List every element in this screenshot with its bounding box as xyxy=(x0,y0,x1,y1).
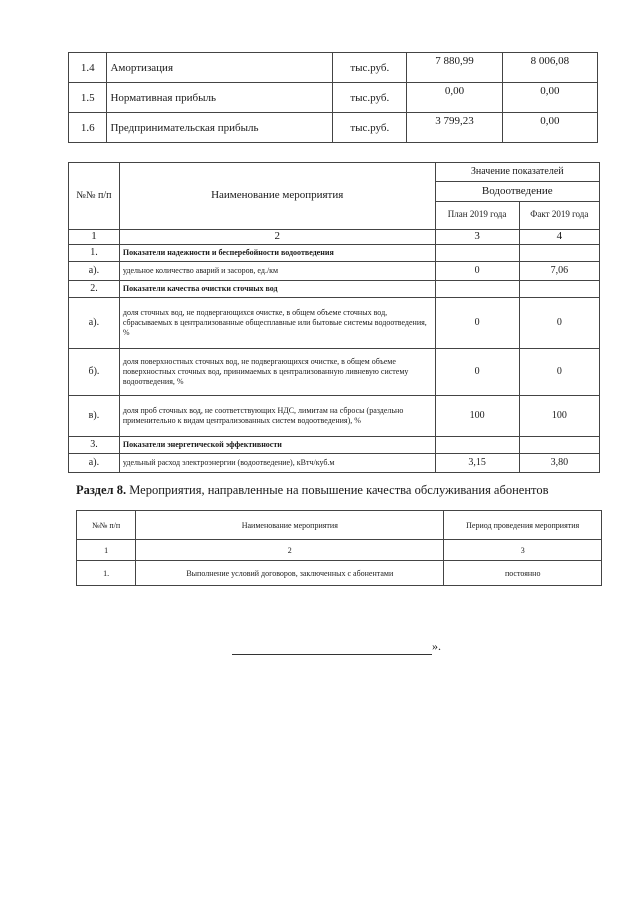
service-measures-table xyxy=(76,510,602,586)
header-row xyxy=(69,163,600,182)
row-value-2: 8 006,08 xyxy=(502,53,597,83)
indicators-table xyxy=(68,162,600,473)
column-index-row xyxy=(77,540,602,561)
row-fact: 7,06 xyxy=(519,262,599,281)
column-index: 3 xyxy=(444,540,602,561)
row-fact: 100 xyxy=(519,396,599,437)
table-row xyxy=(69,349,600,396)
row-unit: тыс.руб. xyxy=(333,83,407,113)
row-fact: 0 xyxy=(519,298,599,349)
header-fact: Факт 2019 года xyxy=(519,201,599,229)
row-plan xyxy=(435,437,519,454)
indicators-table-body xyxy=(69,163,600,473)
row-name: удельное количество аварий и засоров, ед./км xyxy=(119,262,435,281)
row-value-2: 0,00 xyxy=(502,113,597,143)
table-row xyxy=(69,262,600,281)
row-plan: 100 xyxy=(435,396,519,437)
row-number: 1.4 xyxy=(69,53,107,83)
row-number: в). xyxy=(69,396,120,437)
header-number: №№ п/п xyxy=(77,511,136,540)
section-label: Раздел 8. xyxy=(76,483,127,497)
column-index: 3 xyxy=(435,230,519,245)
table-row xyxy=(69,83,598,113)
row-plan: 0 xyxy=(435,349,519,396)
row-name: удельный расход электроэнергии (водоотведение), кВтч/куб.м xyxy=(119,454,435,473)
row-fact: 0 xyxy=(519,349,599,396)
column-index: 1 xyxy=(77,540,136,561)
row-fact xyxy=(519,437,599,454)
row-unit: тыс.руб. xyxy=(333,53,407,83)
section-title: Мероприятия, направленные на повышение качества обслуживания абонентов xyxy=(129,483,549,497)
row-plan xyxy=(435,281,519,298)
row-name: Показатели качества очистки сточных вод xyxy=(119,281,435,298)
row-name: доля проб сточных вод, не соответствующих НДС, лимитам на сбросы (раздельно применительно к видам централизованных систем водоотведения), % xyxy=(119,396,435,437)
column-index: 4 xyxy=(519,230,599,245)
section-row xyxy=(69,281,600,298)
header-plan: План 2019 года xyxy=(435,201,519,229)
header-number: №№ п/п xyxy=(69,163,120,230)
header-period: Период проведения мероприятия xyxy=(444,511,602,540)
row-fact xyxy=(519,281,599,298)
cost-table xyxy=(68,52,598,143)
header-subgroup: Водоотведение xyxy=(435,182,599,201)
service-measures-table-body xyxy=(77,511,602,586)
row-number: 1. xyxy=(69,245,120,262)
header-name: Наименование мероприятия xyxy=(119,163,435,230)
row-name: Показатели надежности и бесперебойности водоотведения xyxy=(119,245,435,262)
row-number: а). xyxy=(69,454,120,473)
table-row xyxy=(69,113,598,143)
row-fact xyxy=(519,245,599,262)
row-plan: 3,15 xyxy=(435,454,519,473)
column-index: 1 xyxy=(69,230,120,245)
header-name: Наименование мероприятия xyxy=(136,511,444,540)
row-number: а). xyxy=(69,262,120,281)
row-name: доля поверхностных сточных вод, не подвергающихся очистке, в общем объеме поверхностных сточных вод, принимаемых в централизованную ливневую систему водоотведения, % xyxy=(119,349,435,396)
row-fact: 3,80 xyxy=(519,454,599,473)
column-index: 2 xyxy=(136,540,444,561)
row-value-1: 0,00 xyxy=(407,83,502,113)
row-name: Выполнение условий договоров, заключенных с абонентами xyxy=(136,561,444,586)
table-row xyxy=(77,561,602,586)
row-name: Показатели энергетической эффективности xyxy=(119,437,435,454)
row-plan: 0 xyxy=(435,262,519,281)
row-name: Предпринимательская прибыль xyxy=(107,113,333,143)
row-number: 1.6 xyxy=(69,113,107,143)
row-number: 1.5 xyxy=(69,83,107,113)
section-row xyxy=(69,245,600,262)
section-row xyxy=(69,437,600,454)
row-value-1: 3 799,23 xyxy=(407,113,502,143)
cost-table-body xyxy=(69,53,598,143)
column-index-row xyxy=(69,230,600,245)
row-number: 2. xyxy=(69,281,120,298)
row-number: 1. xyxy=(77,561,136,586)
table-row xyxy=(69,53,598,83)
section-heading xyxy=(76,483,548,498)
header-group: Значение показателей xyxy=(435,163,599,182)
row-period: постоянно xyxy=(444,561,602,586)
row-name: Амортизация xyxy=(107,53,333,83)
header-row xyxy=(77,511,602,540)
row-value-1: 7 880,99 xyxy=(407,53,502,83)
row-plan: 0 xyxy=(435,298,519,349)
row-number: а). xyxy=(69,298,120,349)
closing-quote: ». xyxy=(432,639,441,653)
row-unit: тыс.руб. xyxy=(333,113,407,143)
table-row xyxy=(69,454,600,473)
row-name: доля сточных вод, не подвергающихся очистке, в общем объеме сточных вод, сбрасываемых в централизованные общесплавные или бытовые системы водоотведения, % xyxy=(119,298,435,349)
row-number: 3. xyxy=(69,437,120,454)
table-row xyxy=(69,298,600,349)
table-row xyxy=(69,396,600,437)
row-number: б). xyxy=(69,349,120,396)
row-name: Нормативная прибыль xyxy=(107,83,333,113)
column-index: 2 xyxy=(119,230,435,245)
row-plan xyxy=(435,245,519,262)
row-value-2: 0,00 xyxy=(502,83,597,113)
blank-line xyxy=(232,640,432,655)
